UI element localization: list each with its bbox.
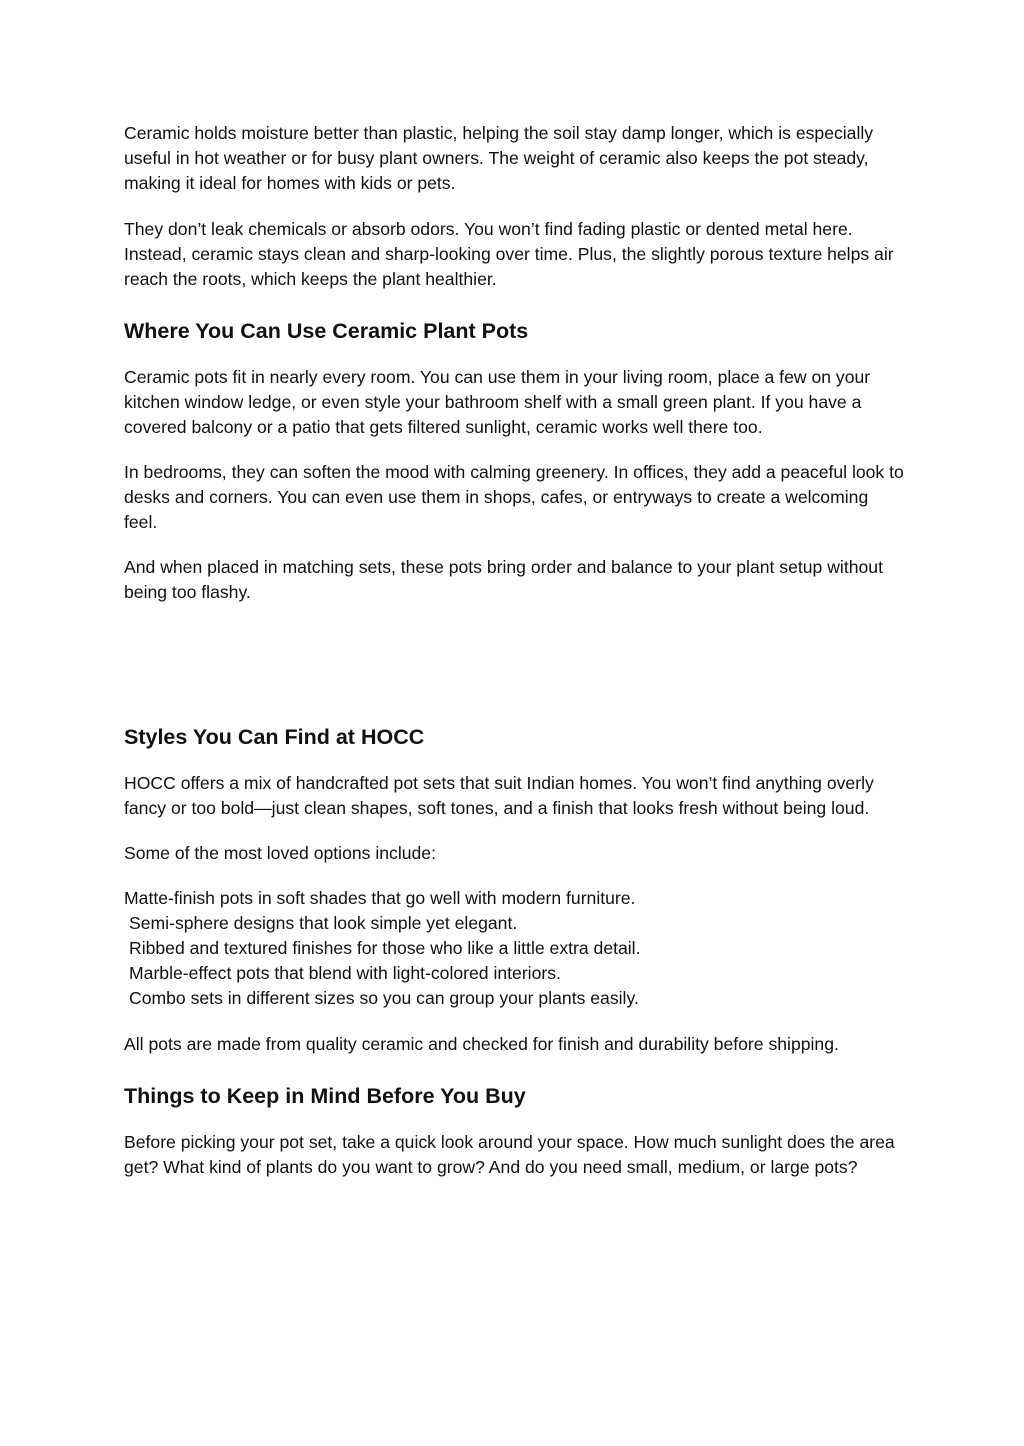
list-item: Matte-finish pots in soft shades that go well with modern furniture. <box>124 888 636 908</box>
list-item: Marble-effect pots that blend with light-colored interiors. <box>129 963 561 983</box>
paragraph-loved-options: Some of the most loved options include: <box>124 843 436 863</box>
paragraph-hocc-offers: HOCC offers a mix of handcrafted pot sets that suit Indian homes. You won’t find anything overly fancy or too bold—just clean shapes, soft tones, and a finish that looks fresh without being loud. <box>124 773 874 818</box>
paragraph-quality: All pots are made from quality ceramic and checked for finish and durability before shipping. <box>124 1034 839 1054</box>
paragraph-before-picking: Before picking your pot set, take a quick look around your space. How much sunlight does the area get? What kind of plants do you want to grow? And do you need small, medium, or large pots? <box>124 1132 895 1177</box>
paragraph-moisture: Ceramic holds moisture better than plastic, helping the soil stay damp longer, which is especially useful in hot weather or for busy plant owners. The weight of ceramic also keeps the pot steady, making it ideal for homes with kids or pets. <box>124 123 874 193</box>
document-page <box>124 121 904 1180</box>
list-item: Combo sets in different sizes so you can group your plants easily. <box>129 988 639 1008</box>
paragraph-chemicals: They don’t leak chemicals or absorb odors. You won’t find fading plastic or dented metal here. Instead, ceramic stays clean and sharp-looking over time. Plus, the slightly porous texture helps air reach the roots, which keeps the plant healthier. <box>124 219 894 289</box>
paragraph-matching-sets: And when placed in matching sets, these pots bring order and balance to your plant setup without being too flashy. <box>124 557 883 602</box>
list-item: Semi-sphere designs that look simple yet elegant. <box>129 913 518 933</box>
heading-where-to-use: Where You Can Use Ceramic Plant Pots <box>124 319 529 343</box>
list-item: Ribbed and textured finishes for those who like a little extra detail. <box>129 938 641 958</box>
paragraph-rooms: Ceramic pots fit in nearly every room. You can use them in your living room, place a few on your kitchen window ledge, or even style your bathroom shelf with a small green plant. If you have a covered balcony or a patio that gets filtered sunlight, ceramic works well there too. <box>124 367 871 437</box>
heading-styles: Styles You Can Find at HOCC <box>124 725 425 749</box>
options-list <box>124 886 904 1011</box>
heading-things-to-keep-in-mind: Things to Keep in Mind Before You Buy <box>124 1084 526 1108</box>
paragraph-bedrooms: In bedrooms, they can soften the mood with calming greenery. In offices, they add a peaceful look to desks and corners. You can even use them in shops, cafes, or entryways to create a welcoming feel. <box>124 462 904 532</box>
